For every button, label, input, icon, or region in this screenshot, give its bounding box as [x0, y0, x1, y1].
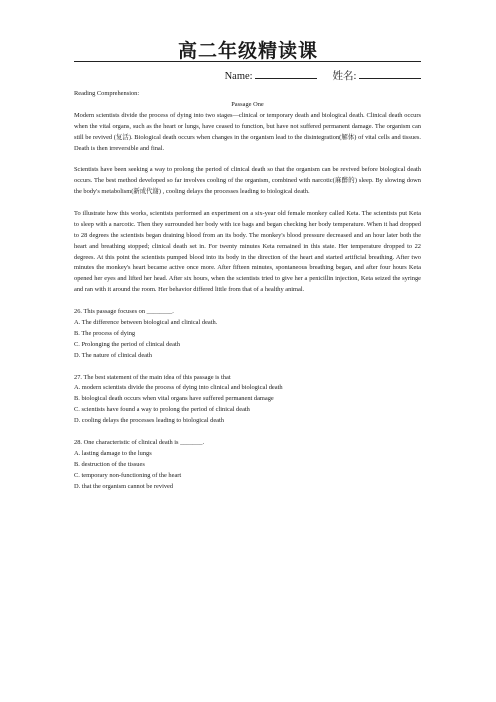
paragraph-3: To illustrate how this works, scientists performed an experiment on a six-year old female monkey called Keta. The scientists put Keta to sleep with a narcotic. Then they surrounded her body with ice bags and began checking her body temperature. When it had dropped to 28 degrees the scientists began draining blood from an its body. The monkey's blood pressure decreased and an hour later both the heart and breathing stopped; clinical death set in. For twenty minutes Keta remained in this state. Her temperature dropped to 22 degrees. At this point the scientists pumped blood into its body in the direction of the heart and started artificial breathing. After two minutes the monkey's heart became active once more. After fifteen minutes, spontaneous breathing began, and after four hours Keta opened her eyes and lifted her head. After six hours, when the scientists tried to give her a penicillin injection, Keta seized the syringe and ran with it around the room. Her behavior differed little from that of a healthy animal.: [74, 209, 421, 294]
passage-title: Passage One: [231, 100, 264, 108]
question-stem: 27. The best statement of the main idea of this passage is that: [74, 373, 231, 381]
answer-option: D. cooling delays the processes leading to biological death: [74, 417, 224, 425]
answer-option: A. The difference between biological and clinical death.: [74, 318, 218, 326]
answer-option: C. scientists have found a way to prolong the period of clinical death: [74, 406, 250, 414]
answer-option: B. biological death occurs when vital organs have suffered permanent damage: [74, 395, 274, 403]
answer-option: C. Prolonging the period of clinical death: [74, 340, 180, 348]
question-27: [74, 373, 421, 428]
paragraph-1: Modern scientists divide the process of dying into two stages—clinical or temporary death and biological death. Clinical death occurs when the vital organs, such as the heart or lungs, have ceased to function, but have not suffered permanent damage. The organism can still be revived (复活). Biological death occurs when changes in the organism lead to the disintegration(解体) of vital cells and tissues. Death is then irreversible and final.: [74, 111, 421, 152]
answer-option: C. temporary non-functioning of the heart: [74, 471, 182, 479]
section-label: Reading Comprehension:: [74, 90, 140, 97]
answer-option: B. destruction of the tissues: [74, 460, 145, 468]
answer-option: D. The nature of clinical death: [74, 351, 152, 359]
name-label: Name:: [224, 71, 253, 82]
name-cn-label: 姓名:: [332, 71, 357, 82]
paragraph-2: Scientists have been seeking a way to prolong the period of clinical death so that the organism can be revived before biological death occurs. The best method developed so far involves cooling of the organism, combined with narcotic(麻醉的) sleep. By slowing down the body's metabolism(新成代谢) , cooling delays the processes leading to biological death.: [74, 166, 421, 196]
name-blank: [255, 68, 317, 79]
page-title: 高二年级精读课: [177, 41, 318, 62]
question-26: [74, 307, 421, 362]
answer-option: B. The process of dying: [74, 329, 136, 337]
name-field-row: [74, 68, 421, 83]
header-divider: [74, 61, 421, 62]
question-stem: 26. This passage focuses on ________.: [74, 308, 174, 316]
answer-option: A. modern scientists divide the process of dying into clinical and biological death: [74, 384, 283, 392]
question-stem: 28. One characteristic of clinical death is _______.: [74, 438, 205, 446]
question-28: [74, 438, 421, 493]
answer-option: A. lasting damage to the lungs: [74, 449, 152, 457]
name-cn-blank: [359, 68, 421, 79]
answer-option: D. that the organism cannot be revived: [74, 482, 174, 490]
reading-content: [74, 89, 421, 492]
